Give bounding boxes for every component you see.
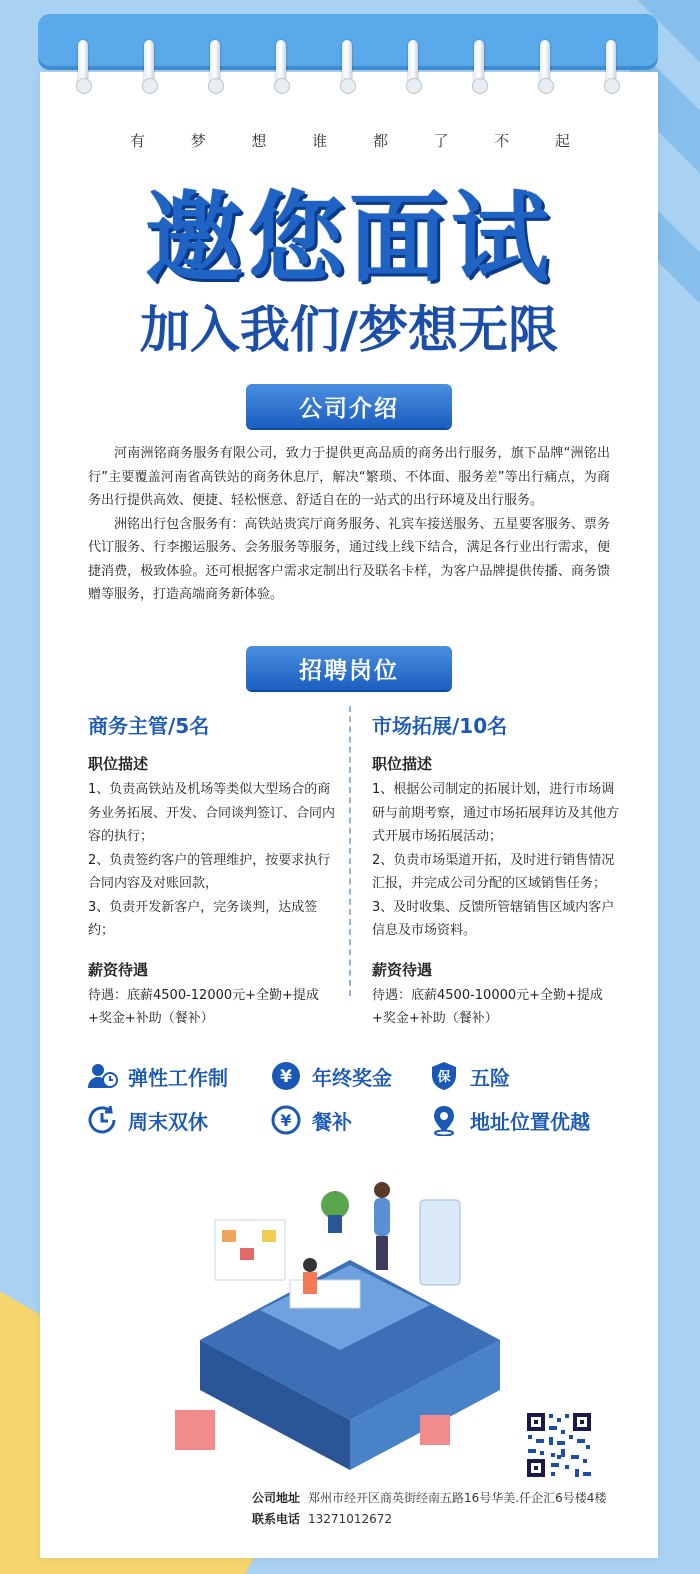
benefit-label: 年终奖金 bbox=[312, 1065, 392, 1090]
tagline-char: 有 bbox=[130, 132, 146, 150]
job-desc: 1、负责高铁站及机场等类似大型场合的商务业务拓展、开发、合同谈判签订、合同内容的执行； 2、负责签约客户的管理维护，按要求执行合同内容及对账回款， 3、负责开发新客户，完务谈判，达成签约； bbox=[88, 782, 336, 938]
tagline-char: 了 bbox=[433, 132, 449, 150]
yen-meal-icon bbox=[270, 1104, 302, 1136]
phone-label: 联系电话 bbox=[252, 1512, 301, 1526]
yen-glyph: ¥ bbox=[280, 1111, 292, 1130]
job-salary: 待遇：底薪4500-12000元+全勤+提成+奖金+补助（餐补） bbox=[88, 987, 319, 1026]
benefit-item bbox=[428, 1060, 618, 1092]
benefit-item bbox=[86, 1060, 270, 1092]
tagline-char: 梦 bbox=[190, 132, 206, 150]
benefit-label: 地址位置优越 bbox=[470, 1109, 590, 1134]
benefit-label: 弹性工作制 bbox=[128, 1065, 228, 1090]
tagline-char: 想 bbox=[251, 132, 267, 150]
insurance-shield-icon bbox=[428, 1060, 460, 1092]
phone-value[interactable]: 13271012672 bbox=[308, 1512, 392, 1526]
benefit-label: 五险 bbox=[470, 1065, 510, 1090]
office-illustration bbox=[170, 1160, 530, 1480]
tagline-char: 不 bbox=[494, 132, 510, 150]
benefit-label: 周末双休 bbox=[128, 1109, 208, 1134]
benefit-item bbox=[86, 1104, 270, 1136]
benefit-item bbox=[270, 1060, 428, 1092]
phone-line bbox=[252, 1509, 606, 1530]
benefits-list bbox=[86, 1060, 626, 1136]
job-desc-label: 职位描述 bbox=[88, 755, 149, 773]
jobs-divider bbox=[349, 706, 351, 996]
benefit-label: 餐补 bbox=[312, 1109, 352, 1134]
contact-info bbox=[252, 1488, 606, 1530]
weekend-clock-icon bbox=[86, 1104, 118, 1136]
job-card bbox=[88, 710, 336, 1031]
job-salary-label: 薪资待遇 bbox=[372, 960, 433, 979]
job-card bbox=[372, 710, 620, 1031]
jobs-section-title: 招聘岗位 bbox=[246, 646, 452, 690]
tagline-char: 起 bbox=[554, 132, 570, 150]
tagline-char: 谁 bbox=[312, 132, 328, 150]
job-desc-label: 职位描述 bbox=[372, 755, 433, 773]
benefit-item bbox=[428, 1104, 618, 1136]
job-salary-label: 薪资待遇 bbox=[88, 960, 149, 979]
job-title: 市场拓展/10名 bbox=[372, 714, 508, 738]
address-line bbox=[252, 1488, 606, 1509]
binder-rings bbox=[40, 40, 658, 100]
tagline-char: 都 bbox=[372, 132, 388, 150]
location-pin-icon bbox=[428, 1104, 460, 1136]
benefit-item bbox=[270, 1104, 428, 1136]
job-title: 商务主管/5名 bbox=[88, 714, 210, 738]
intro-paragraph: 河南洲铭商务服务有限公司，致力于提供更高品质的商务出行服务，旗下品牌“洲铭出行”主要覆盖河南省高铁站的商务休息厅，解决“繁琐、不体面、服务差”等出行痛点，为商务出行提供高效、便捷、轻松惬意、舒适自在的一站式的出行环境及出行服务。 bbox=[88, 446, 610, 508]
company-intro bbox=[88, 442, 610, 607]
main-title: 邀您面试 bbox=[144, 182, 553, 296]
clock-person-icon bbox=[86, 1060, 118, 1092]
yen-bonus-icon bbox=[270, 1060, 302, 1092]
sub-title: 加入我们/梦想无限 bbox=[139, 300, 559, 359]
qr-code[interactable] bbox=[524, 1410, 594, 1480]
address-value: 郑州市经开区商英街经南五路16号华美.仟企汇6号楼4楼 bbox=[308, 1491, 607, 1505]
job-salary: 待遇：底薪4500-10000元+全勤+提成+奖金+补助（餐补） bbox=[372, 987, 603, 1026]
company-section-title: 公司介绍 bbox=[246, 384, 452, 428]
insurance-glyph: 保 bbox=[437, 1070, 451, 1085]
tagline bbox=[130, 130, 570, 151]
address-label: 公司地址 bbox=[252, 1491, 301, 1505]
job-desc: 1、根据公司制定的拓展计划，进行市场调研与前期考察，通过市场拓展拜访及其他方式开展市场拓展活动； 2、负责市场渠道开拓，及时进行销售情况汇报，并完成公司分配的区域销售任务； 3、及时收集、反馈所管辖销售区域内客户信息及市场资料。 bbox=[372, 782, 620, 938]
intro-paragraph: 洲铭出行包含服务有：高铁站贵宾厅商务服务、礼宾车接送服务、五星要客服务、票务代订服务、行李搬运服务、会务服务等服务，通过线上线下结合，满足各行业出行需求，便捷消费，极致体验。还可根据客户需求定制出行及联名卡样，为客户品牌提供传播、商务馈赠等服务，打造高端商务新体验。 bbox=[88, 516, 610, 602]
yen-glyph: ¥ bbox=[280, 1067, 292, 1087]
